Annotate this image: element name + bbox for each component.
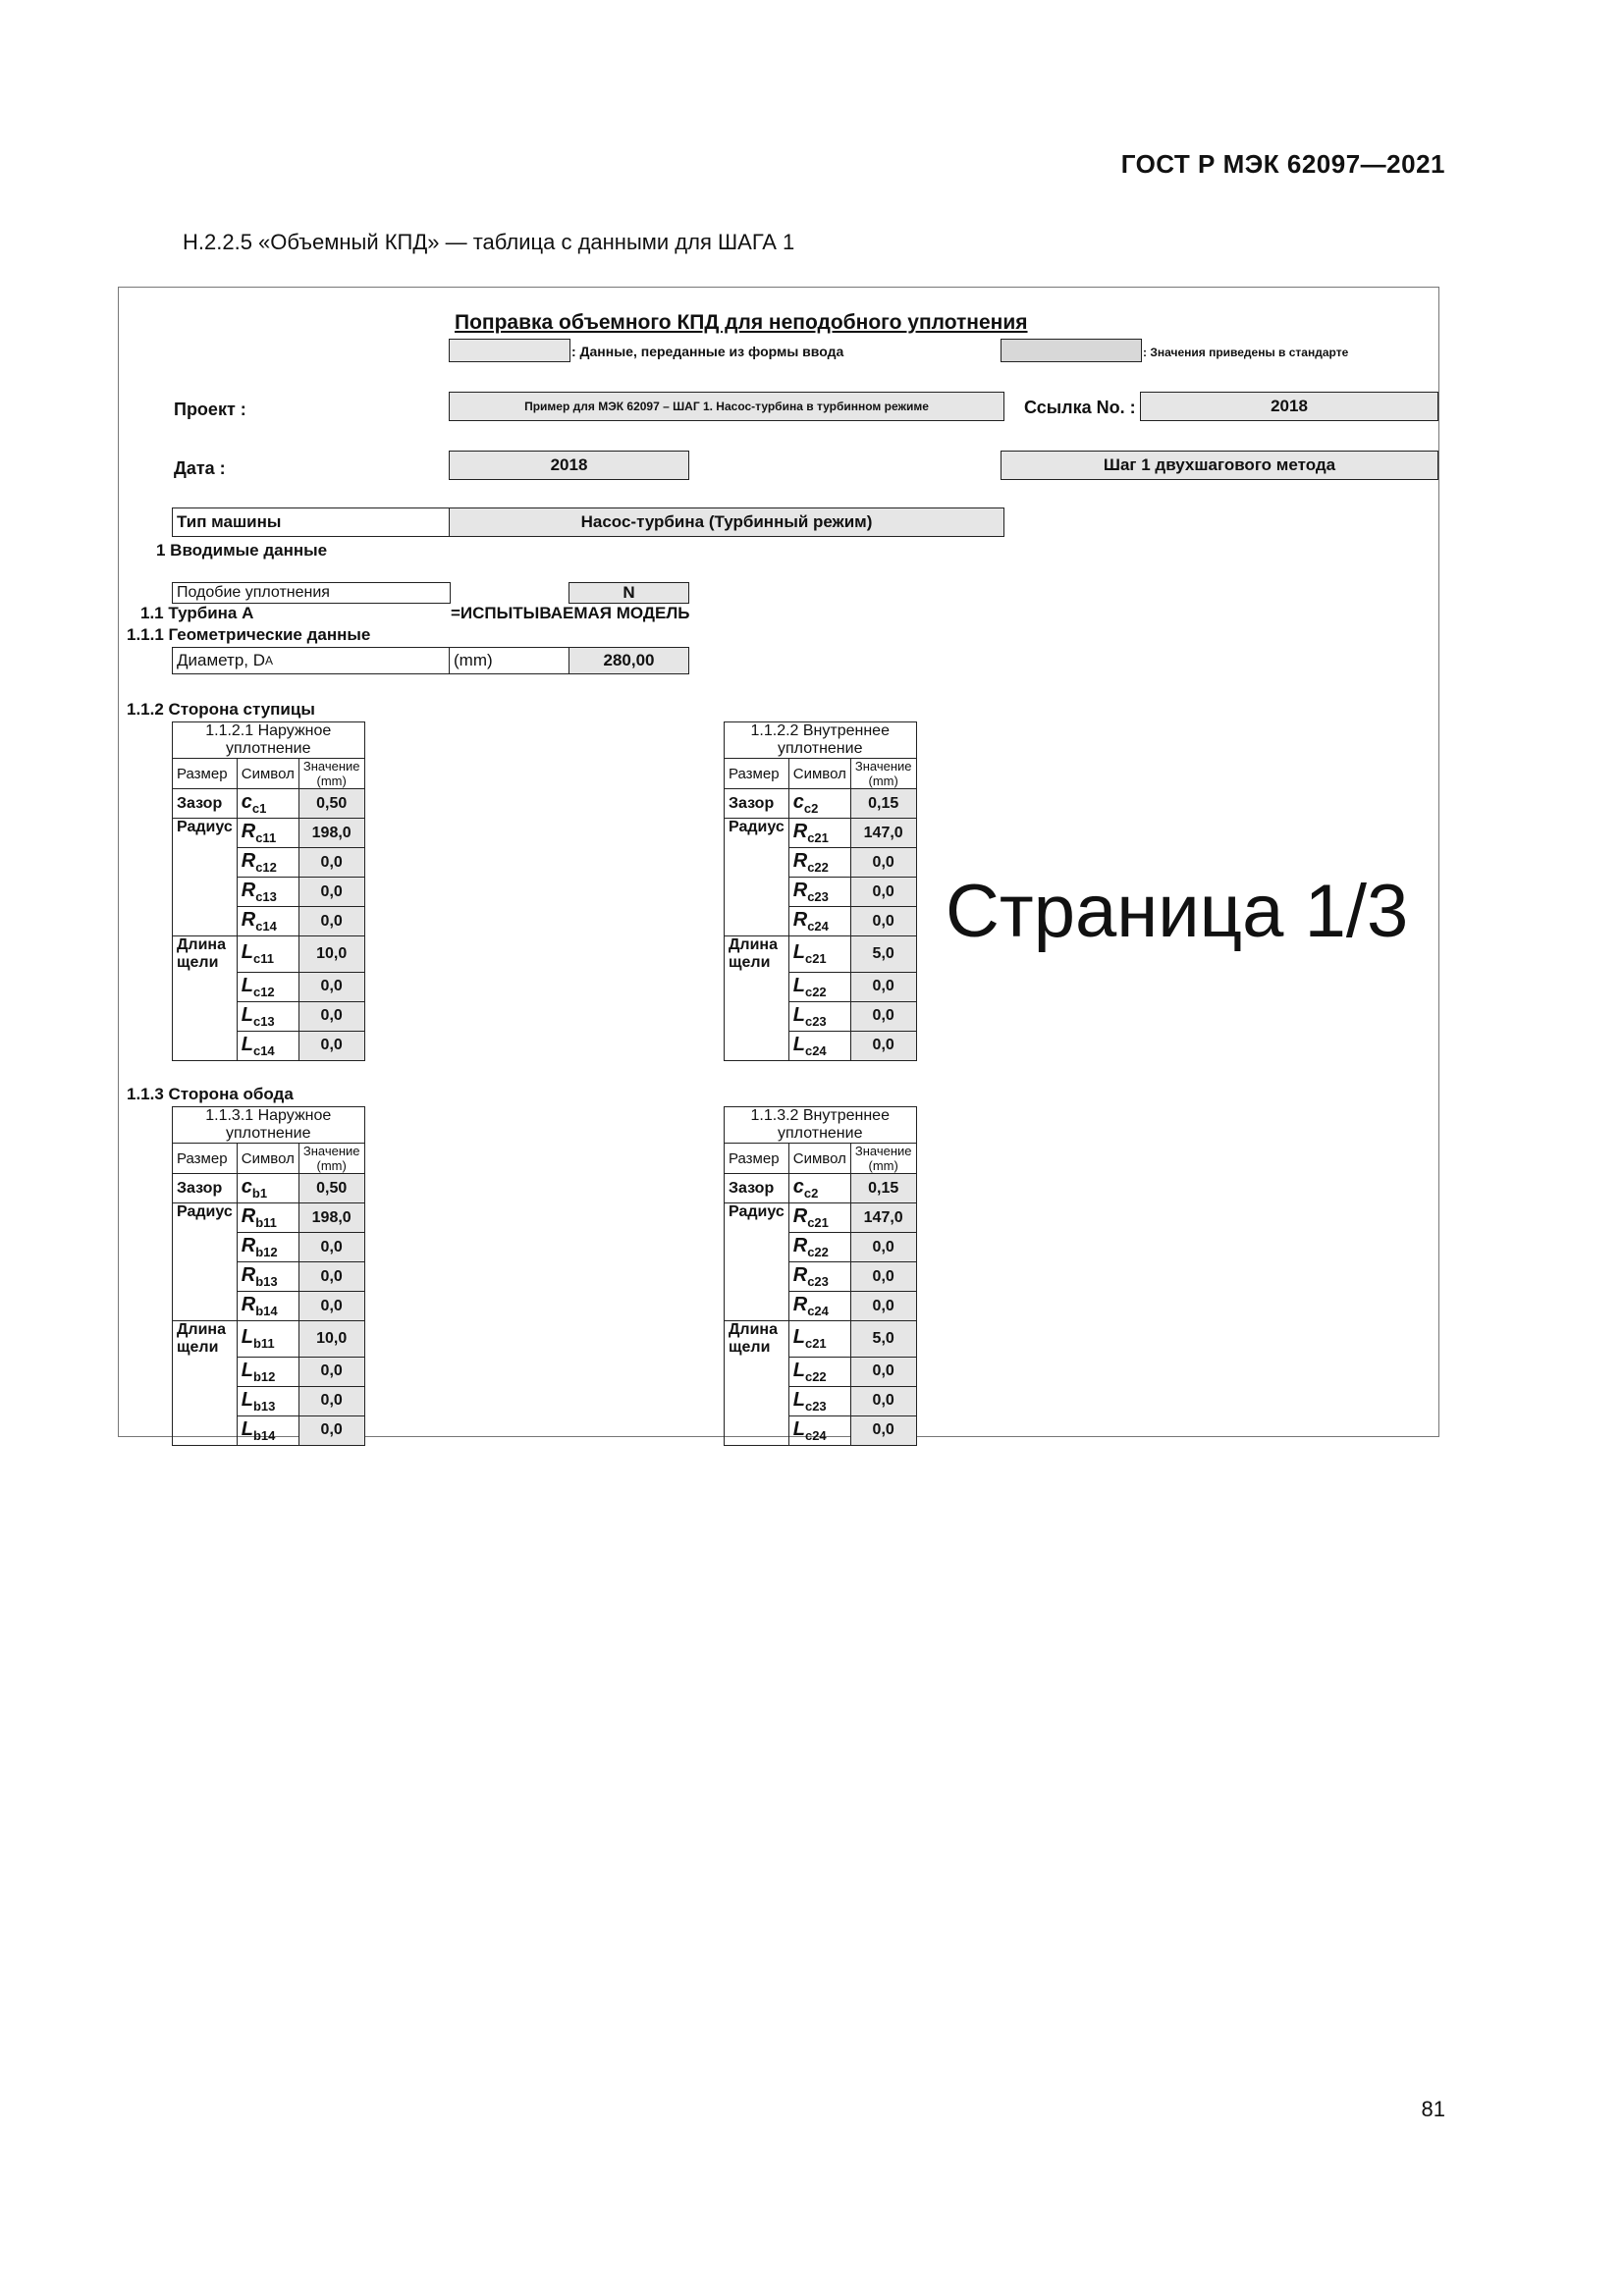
symbol-cell — [237, 1262, 298, 1292]
value-cell[interactable]: 0,0 — [298, 1233, 364, 1262]
value-cell[interactable]: 0,15 — [850, 1174, 916, 1203]
col-symbol-header: Символ — [237, 759, 298, 789]
symbol-letter: L — [241, 941, 253, 964]
value-cell[interactable]: 0,0 — [298, 972, 364, 1001]
row-length-spacer — [173, 1386, 238, 1415]
col-value-header: Значение (mm) — [850, 1144, 916, 1174]
table-caption: Н.2.2.5 «Объемный КПД» — таблица с данными для ШАГА 1 — [183, 230, 795, 254]
table-title: 1.1.2.1 Наружное уплотнение — [173, 722, 365, 759]
symbol-letter: L — [792, 974, 805, 996]
table-row — [725, 1386, 917, 1415]
symbol-subscript: c22 — [807, 1245, 829, 1259]
symbol-cell — [237, 1174, 298, 1203]
col-value-header: Значение (mm) — [850, 759, 916, 789]
table-row — [173, 878, 365, 907]
symbol-cell — [237, 1031, 298, 1060]
symbol-letter: R — [241, 1294, 256, 1315]
symbol-letter: R — [241, 880, 256, 901]
table-row — [725, 1357, 917, 1386]
symbol-cell — [788, 819, 850, 848]
machine-type-label: Тип машины — [172, 507, 451, 537]
table-row — [173, 907, 365, 936]
symbol-letter: R — [792, 909, 808, 931]
value-cell[interactable]: 0,0 — [850, 1415, 916, 1445]
value-cell[interactable]: 147,0 — [850, 819, 916, 848]
symbol-letter: R — [792, 1294, 808, 1315]
value-cell[interactable]: 147,0 — [850, 1203, 916, 1233]
table-row — [725, 1262, 917, 1292]
legend-standard-swatch — [1001, 339, 1142, 362]
symbol-letter: L — [792, 1326, 805, 1349]
diameter-label — [172, 647, 451, 674]
table-row — [173, 819, 365, 848]
row-gap-label: Зазор — [725, 1174, 789, 1203]
symbol-subscript: c21 — [804, 951, 827, 967]
symbol-subscript: c2 — [803, 801, 819, 816]
value-cell[interactable]: 0,0 — [298, 1357, 364, 1386]
symbol-letter: R — [792, 1264, 808, 1286]
value-cell[interactable]: 0,0 — [298, 1031, 364, 1060]
row-radius-spacer — [173, 878, 238, 907]
symbol-cell — [788, 972, 850, 1001]
value-cell[interactable]: 10,0 — [298, 1321, 364, 1358]
symbol-letter: R — [241, 1235, 256, 1256]
col-size-header: Размер — [173, 1144, 238, 1174]
legend-input-swatch — [449, 339, 570, 362]
symbol-subscript: c2 — [803, 1186, 819, 1201]
col-symbol-header: Символ — [788, 759, 850, 789]
symbol-subscript: c23 — [807, 889, 829, 904]
symbol-subscript: b1 — [251, 1186, 268, 1201]
value-cell[interactable]: 0,0 — [850, 1262, 916, 1292]
symbol-cell — [237, 789, 298, 819]
table-row — [173, 1001, 365, 1031]
table-row — [725, 789, 917, 819]
symbol-letter: R — [241, 909, 256, 931]
table-row — [173, 1415, 365, 1445]
value-cell[interactable]: 0,0 — [298, 1262, 364, 1292]
symbol-subscript: c24 — [804, 1042, 827, 1058]
symbol-cell — [788, 1321, 850, 1358]
value-cell[interactable]: 0,15 — [850, 789, 916, 819]
symbol-letter: c — [241, 791, 252, 813]
value-cell[interactable]: 0,0 — [850, 1292, 916, 1321]
symbol-letter: L — [792, 1003, 805, 1026]
table-row — [725, 936, 917, 973]
table-row — [173, 1174, 365, 1203]
symbol-subscript: c14 — [252, 1042, 275, 1058]
row-length-label: Длина щели — [725, 1321, 789, 1358]
diameter-value[interactable]: 280,00 — [568, 647, 689, 674]
symbol-subscript: c24 — [807, 919, 829, 934]
value-cell[interactable]: 0,0 — [298, 878, 364, 907]
symbol-letter: R — [792, 1235, 808, 1256]
row-radius-label: Радиус — [725, 819, 789, 848]
symbol-letter: c — [792, 791, 804, 813]
value-cell[interactable]: 0,0 — [850, 907, 916, 936]
symbol-subscript: c11 — [252, 951, 274, 967]
section-1-1-3-heading: 1.1.3 Сторона обода — [127, 1085, 294, 1103]
table-row — [173, 1031, 365, 1060]
table-row — [725, 848, 917, 878]
row-radius-label: Радиус — [725, 1203, 789, 1233]
symbol-subscript: c22 — [807, 860, 829, 875]
symbol-subscript: c12 — [252, 984, 275, 999]
section-1-1-note: =ИСПЫТЫВАЕМАЯ МОДЕЛЬ — [451, 604, 690, 622]
symbol-letter: R — [792, 1205, 808, 1227]
col-size-header: Размер — [725, 759, 789, 789]
symbol-subscript: c24 — [807, 1304, 829, 1318]
symbol-cell — [788, 1203, 850, 1233]
value-cell[interactable]: 0,0 — [298, 848, 364, 878]
value-cell[interactable]: 0,0 — [298, 1001, 364, 1031]
symbol-letter: R — [241, 821, 256, 842]
col-symbol-header: Символ — [788, 1144, 850, 1174]
symbol-cell — [788, 1233, 850, 1262]
row-length-spacer — [173, 1357, 238, 1386]
symbol-cell — [788, 1031, 850, 1060]
row-radius-spacer — [725, 1292, 789, 1321]
table-row — [725, 1203, 917, 1233]
row-radius-label: Радиус — [173, 1203, 238, 1233]
symbol-cell — [788, 789, 850, 819]
value-cell[interactable]: 0,0 — [298, 1386, 364, 1415]
col-symbol-header: Символ — [237, 1144, 298, 1174]
symbol-cell — [788, 1415, 850, 1445]
symbol-cell — [237, 1357, 298, 1386]
legend-input-label: : Данные, переданные из формы ввода — [571, 344, 844, 359]
symbol-cell — [237, 972, 298, 1001]
symbol-letter: L — [241, 1388, 253, 1411]
legend-standard-label: : Значения приведены в стандарте — [1143, 346, 1349, 359]
symbol-subscript: b13 — [252, 1398, 276, 1414]
row-gap-label: Зазор — [173, 1174, 238, 1203]
symbol-subscript: b11 — [252, 1336, 275, 1352]
symbol-cell — [788, 1292, 850, 1321]
symbol-subscript: b14 — [252, 1427, 276, 1443]
col-size-header: Размер — [725, 1144, 789, 1174]
symbol-letter: R — [792, 821, 808, 842]
symbol-subscript: c23 — [807, 1274, 829, 1289]
symbol-subscript: c1 — [251, 801, 267, 816]
section-1-heading: 1 Вводимые данные — [156, 541, 328, 560]
row-radius-spacer — [725, 907, 789, 936]
symbol-letter: R — [792, 850, 808, 872]
symbol-cell — [788, 1174, 850, 1203]
project-label: Проект : — [174, 400, 246, 419]
diameter-unit: (mm) — [449, 647, 570, 674]
row-radius-spacer — [725, 1233, 789, 1262]
row-radius-spacer — [173, 848, 238, 878]
row-length-spacer — [173, 972, 238, 1001]
row-length-spacer — [725, 1386, 789, 1415]
symbol-letter: c — [792, 1176, 804, 1198]
page-overlay: Страница 1/3 — [946, 870, 1409, 953]
symbol-subscript: c13 — [255, 889, 277, 904]
symbol-cell — [237, 1233, 298, 1262]
symbol-cell — [788, 1262, 850, 1292]
symbol-subscript: c21 — [807, 830, 829, 845]
symbol-letter: L — [792, 1388, 805, 1411]
step-value: Шаг 1 двухшагового метода — [1001, 451, 1438, 480]
symbol-cell — [788, 848, 850, 878]
symbol-cell — [237, 1386, 298, 1415]
row-length-spacer — [725, 1031, 789, 1060]
value-cell[interactable]: 0,0 — [850, 972, 916, 1001]
symbol-letter: L — [241, 1003, 253, 1026]
hub-outer-table — [172, 721, 365, 1061]
reference-value[interactable]: 2018 — [1140, 392, 1438, 421]
row-length-label: Длина щели — [173, 1321, 238, 1358]
symbol-letter: L — [792, 1417, 805, 1440]
row-length-spacer — [725, 1357, 789, 1386]
symbol-subscript: c13 — [252, 1013, 275, 1029]
value-cell[interactable]: 0,50 — [298, 1174, 364, 1203]
symbol-subscript: c23 — [804, 1013, 827, 1029]
symbol-subscript: c22 — [804, 984, 827, 999]
value-cell[interactable]: 0,0 — [850, 848, 916, 878]
table-row — [725, 972, 917, 1001]
symbol-cell — [788, 878, 850, 907]
table-row — [173, 1321, 365, 1358]
value-cell[interactable]: 5,0 — [850, 1321, 916, 1358]
symbol-letter: L — [241, 974, 253, 996]
symbol-cell — [788, 1357, 850, 1386]
table-row — [725, 878, 917, 907]
symbol-cell — [237, 1203, 298, 1233]
diameter-label-sub: A — [265, 654, 274, 667]
table-row — [725, 1031, 917, 1060]
symbol-cell — [788, 1386, 850, 1415]
value-cell[interactable]: 0,0 — [298, 1292, 364, 1321]
value-cell[interactable]: 10,0 — [298, 936, 364, 973]
rim-outer-table — [172, 1106, 365, 1446]
symbol-letter: L — [792, 1033, 805, 1055]
value-cell[interactable]: 0,50 — [298, 789, 364, 819]
row-radius-spacer — [725, 1262, 789, 1292]
row-length-spacer — [725, 972, 789, 1001]
section-1-1-1-heading: 1.1.1 Геометрические данные — [127, 625, 371, 644]
row-length-spacer — [173, 1001, 238, 1031]
table-title: 1.1.2.2 Внутреннее уплотнение — [725, 722, 917, 759]
row-gap-label: Зазор — [173, 789, 238, 819]
section-1-1-heading: 1.1 Турбина А — [140, 604, 254, 622]
value-cell[interactable]: 0,0 — [850, 1001, 916, 1031]
symbol-letter: R — [792, 880, 808, 901]
symbol-letter: c — [241, 1176, 252, 1198]
symbol-cell — [237, 1321, 298, 1358]
symbol-cell — [237, 1001, 298, 1031]
symbol-subscript: c22 — [804, 1368, 827, 1384]
table-row — [725, 1174, 917, 1203]
symbol-subscript: c21 — [804, 1336, 827, 1352]
row-length-label: Длина щели — [173, 936, 238, 973]
date-value[interactable]: 2018 — [449, 451, 689, 480]
row-radius-spacer — [173, 907, 238, 936]
value-cell[interactable]: 0,0 — [850, 1031, 916, 1060]
table-row — [173, 1262, 365, 1292]
symbol-subscript: c14 — [255, 919, 277, 934]
symbol-subscript: c11 — [255, 830, 277, 845]
value-cell[interactable]: 0,0 — [850, 1357, 916, 1386]
symbol-cell — [237, 848, 298, 878]
table-row — [173, 1203, 365, 1233]
symbol-cell — [237, 936, 298, 973]
table-row — [173, 789, 365, 819]
table-row — [173, 1292, 365, 1321]
symbol-letter: L — [241, 1326, 253, 1349]
standard-header: ГОСТ Р МЭК 62097—2021 — [1120, 149, 1445, 179]
similarity-value[interactable]: N — [568, 582, 689, 604]
reference-label: Ссылка No. : — [1024, 398, 1136, 417]
diameter-label-text: Диаметр, D — [177, 651, 266, 669]
symbol-subscript: b12 — [255, 1245, 278, 1259]
row-radius-label: Радиус — [173, 819, 238, 848]
symbol-subscript: b13 — [255, 1274, 278, 1289]
symbol-letter: R — [241, 1205, 256, 1227]
table-row — [173, 972, 365, 1001]
section-1-1-2-heading: 1.1.2 Сторона ступицы — [127, 700, 315, 719]
symbol-cell — [788, 907, 850, 936]
symbol-subscript: c21 — [807, 1215, 829, 1230]
table-row — [173, 1386, 365, 1415]
value-cell[interactable]: 5,0 — [850, 936, 916, 973]
row-length-label: Длина щели — [725, 936, 789, 973]
table-row — [173, 1233, 365, 1262]
symbol-cell — [788, 936, 850, 973]
col-size-header: Размер — [173, 759, 238, 789]
col-value-header: Значение (mm) — [298, 759, 364, 789]
symbol-cell — [237, 1292, 298, 1321]
symbol-letter: L — [241, 1359, 253, 1381]
row-radius-spacer — [725, 848, 789, 878]
row-length-spacer — [173, 1031, 238, 1060]
col-value-header: Значение (mm) — [298, 1144, 364, 1174]
row-gap-label: Зазор — [725, 789, 789, 819]
table-row — [725, 819, 917, 848]
table-row — [725, 1233, 917, 1262]
symbol-letter: L — [792, 941, 805, 964]
date-label: Дата : — [174, 458, 226, 478]
symbol-subscript: b14 — [255, 1304, 278, 1318]
value-cell[interactable]: 0,0 — [850, 1386, 916, 1415]
spreadsheet-frame — [118, 287, 1439, 1443]
symbol-letter: L — [792, 1359, 805, 1381]
table-row — [725, 907, 917, 936]
symbol-subscript: c23 — [804, 1398, 827, 1414]
symbol-subscript: b12 — [252, 1368, 276, 1384]
symbol-subscript: b11 — [255, 1215, 277, 1230]
page-number: 81 — [1421, 2097, 1445, 2121]
hub-inner-table — [724, 721, 917, 1061]
symbol-letter: R — [241, 1264, 256, 1286]
machine-type-value[interactable]: Насос-турбина (Турбинный режим) — [449, 507, 1004, 537]
value-cell[interactable]: 198,0 — [298, 1203, 364, 1233]
symbol-subscript: c12 — [255, 860, 277, 875]
symbol-cell — [237, 878, 298, 907]
value-cell[interactable]: 198,0 — [298, 819, 364, 848]
row-radius-spacer — [173, 1262, 238, 1292]
similarity-label: Подобие уплотнения — [172, 582, 451, 604]
value-cell[interactable]: 0,0 — [298, 1415, 364, 1445]
symbol-letter: L — [241, 1033, 253, 1055]
table-row — [173, 1357, 365, 1386]
row-radius-spacer — [173, 1233, 238, 1262]
symbol-subscript: c24 — [804, 1427, 827, 1443]
table-title: 1.1.3.2 Внутреннее уплотнение — [725, 1107, 917, 1144]
row-length-spacer — [725, 1001, 789, 1031]
symbol-letter: R — [241, 850, 256, 872]
table-row — [725, 1001, 917, 1031]
table-row — [725, 1292, 917, 1321]
row-radius-spacer — [173, 1292, 238, 1321]
table-row — [725, 1415, 917, 1445]
symbol-cell — [237, 907, 298, 936]
row-length-spacer — [173, 1415, 238, 1445]
table-row — [173, 848, 365, 878]
symbol-cell — [237, 819, 298, 848]
symbol-letter: L — [241, 1417, 253, 1440]
row-radius-spacer — [725, 878, 789, 907]
symbol-cell — [788, 1001, 850, 1031]
table-row — [173, 936, 365, 973]
value-cell[interactable]: 0,0 — [850, 1233, 916, 1262]
symbol-cell — [237, 1415, 298, 1445]
table-title: 1.1.3.1 Наружное уплотнение — [173, 1107, 365, 1144]
value-cell[interactable]: 0,0 — [850, 878, 916, 907]
value-cell[interactable]: 0,0 — [298, 907, 364, 936]
sheet-title: Поправка объемного КПД для неподобного уплотнения — [455, 311, 1028, 334]
table-row — [725, 1321, 917, 1358]
project-value[interactable]: Пример для МЭК 62097 – ШАГ 1. Насос-турбина в турбинном режиме — [449, 392, 1004, 421]
rim-inner-table — [724, 1106, 917, 1446]
row-length-spacer — [725, 1415, 789, 1445]
